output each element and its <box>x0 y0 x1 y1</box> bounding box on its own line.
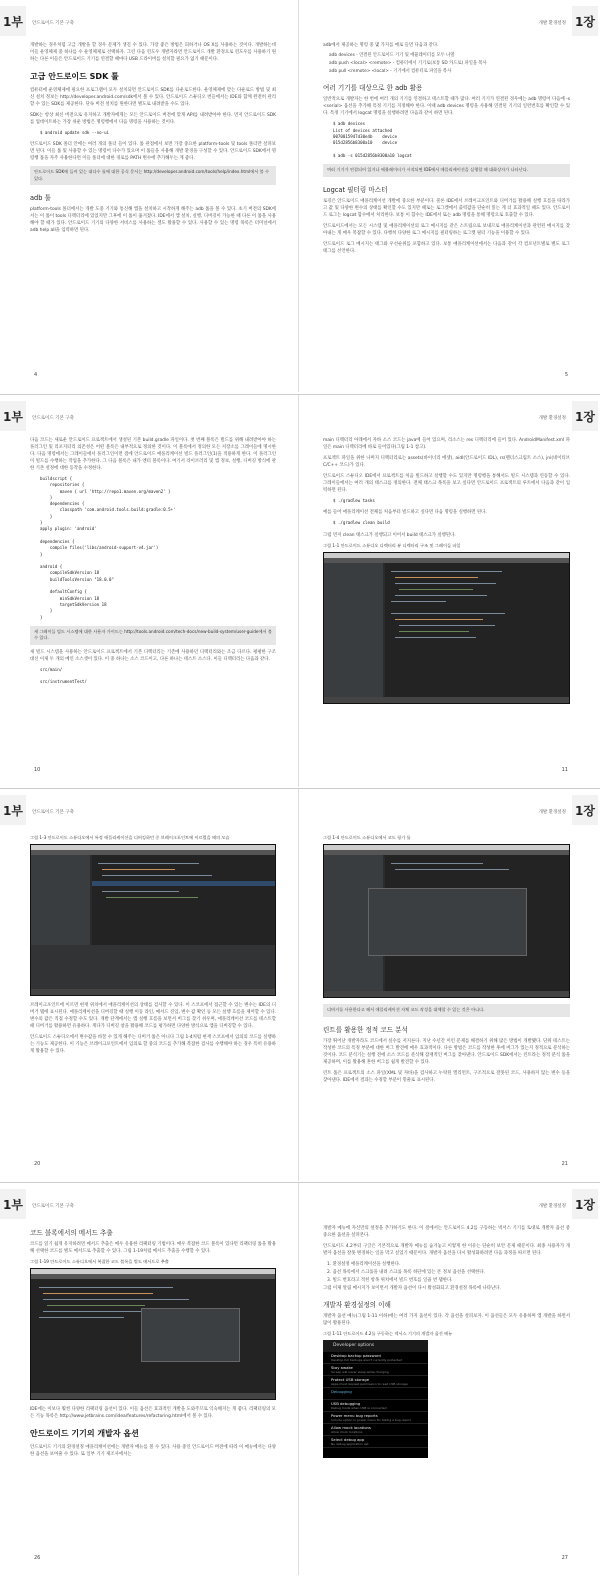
running-head: 안드로이드 기본 구축 <box>32 21 74 26</box>
running-head: 안드로이드 기본 구축 <box>32 416 74 421</box>
figure-caption: 그림 1-4 안드로이드 스튜디오에서 코드 평가 툴 <box>323 835 411 840</box>
page-4 <box>0 0 299 392</box>
figure-caption: 그림 1-1 안드로이드 스튜디오 디렉터리 뷰 디렉터리 구조 및 그레이들 파일 <box>323 542 461 548</box>
paragraph: 컴퓨터에 운영체제에 필요한 프로그램이 모두 설치되면 안드로이드 SDK를 다운로드한다. 운영체제에 맞는 다운로드 방법 및 최신 설치 정보는 http://developer.android.com/sdk에서 볼 수 있다. 안드로이드 스튜디오 번들에서는 IDE와 함께 완전히 관리할 수 있는 SDK를 제공한다. 단독 버전 설치를 원한다면 별도로 내려받을 수도 있다. <box>30 88 276 107</box>
phone-title: Developer options <box>323 1340 428 1352</box>
paragraph: SDK는 항상 최신 버전으로 유지하고 개발자에게는 모든 안드로이드 버전에 맞게 API를 내려받아야 한다. 먼저 안드로이드 SDK를 업데이트하는 가장 쉬운 방법은 명령행에서 다음 명령을 사용하는 것이다. <box>30 113 276 125</box>
spread-pages-20-21 <box>0 788 600 1181</box>
paragraph: 린트 툴은 프로젝트의 소스 파일(XML 및 자바)을 검사하고 누락된 엘리먼트, 구조적으로 잘못된 코드, 사용하지 않는 변수 등을 찾아낸다. IDE에서 결과는 수정할 부분이 밑줄로 표시된다. <box>323 1070 570 1083</box>
chapter-tab: 1장 <box>572 401 598 431</box>
phone-option-row: Allow mock locations Allow mock locations <box>323 1424 428 1436</box>
part-tab: 1부 <box>0 1189 26 1219</box>
paragraph: 개발자 메뉴에 자신만의 설정을 추가하기도 한다. 이 절에서는 안드로이드 4.2를 구동하는 넥서스 기기를 토대로 개발자 옵션 중 중요한 옵션을 살펴본다. <box>323 1226 570 1238</box>
paragraph: 안드로이드 기기의 환경설정 애플리케이션에는 개발자 메뉴를 볼 수 있다. 사용 중인 안드로이드 버전에 따라 이 메뉴에서는 다양한 옵션을 보여줄 수 있다. 또 일부 기기 제조사에서는 <box>30 1445 276 1457</box>
paragraph: 안드로이드에서는 모든 시스템 및 애플리케이션의 로그 메시지를 같은 스트림으로 보내므로 애플리케이션과 관련된 메시지를 찾아내는 게 매우 복잡할 수 있다. 다행히 다양한 로그 메시지를 필터링하는 로그캣 필터 기능을 이용할 수 있다. <box>323 223 570 236</box>
page-number: 4 <box>34 372 38 378</box>
code-block: buildscript { repositories { maven { url 'http://repo1.maven.org/maven2' } } dependencies { classpath 'com.android.tools.build:gradle:0.5+' } } apply plugin: 'android' dependencies { compile files('libs/android-support-v4.jar') } android { compileSdkVersion 18 buildToolsVersion "18.0.0" defaultConfig { minSdkVersion 18 targetSdkVersion 18 } } <box>40 476 176 620</box>
code-block: src/main/ src/instrumentTest/ <box>40 666 87 685</box>
phone-option-row: Desktop backup password Desktop full backups aren't currently protected <box>323 1352 428 1364</box>
subsection-heading: 린트를 활용한 정적 코드 분석 <box>323 1025 408 1034</box>
page-number: 11 <box>561 767 568 773</box>
paragraph: 안드로이드 로그 메시지는 태그와 우선순위를 포함하고 있다. 보통 애플리케이션에서는 다음과 같이 각 컴포넌트별로 별도 로그 태그를 선언한다. <box>323 241 570 254</box>
page-26 <box>0 1183 299 1575</box>
page-number: 5 <box>564 372 568 378</box>
paragraph: 일반적으로 개발자는 한 번에 여러 개의 기기를 연결하고 테스트할 때가 많다. 여러 기기가 연결된 경우에는 adb 명령어 다음에 -s <serial> 옵션을 추가해 특정 기기를 지정해야 한다. 이때 adb devices 명령을 사용해 연결된 기기의 일련번호를 확인할 수 있다. 특정 기기에서 logcat 명령을 실행하려면 다음과 같이 하면 된다. <box>323 97 570 117</box>
code-block: $ android update sdk --no-ui <box>40 130 110 135</box>
paragraph: adb에서 제공하는 명령 중 몇 가지를 예로 들면 다음과 같다. <box>323 43 439 48</box>
page-number: 20 <box>34 1161 41 1167</box>
paragraph: 프로젝트 파일을 위한 나머지 디렉터리로는 assets(바이너리 에셋), aidl(안드로이드 IDL), rs(렌더스크립트 소스), jni(네이티브 C/C++ 코드)가 있다. <box>323 456 570 468</box>
figure-caption: 그림 1-19 안드로이드 스튜디오에서 복잡한 코드 블록을 별도 메서드로 추출 <box>30 1259 169 1264</box>
paragraph: 로깅은 안드로이드 애플리케이션 개발에 중요한 부분이다. 물론 IDE에서 브레이크포인트와 디버거를 활용해 실행 흐름을 따라가고 값 및 다양한 변수의 상태를 확인할 수도 있지만 때로는 로그캣에서 출력값을 단순히 읽는 게 더 효과적일 때도 있다. 안드로이드 로그는 logcat 함수에서 처리한다. 보통 이 함수는 IDE에서 또는 adb 명령을 통해 명령으로 호출할 수 있다. <box>323 198 570 218</box>
paragraph: 그럼 먼저 clean 태스크가 실행되고 이어서 build 태스크가 실행된다. <box>323 532 456 538</box>
paragraph: 그럼 이제 알림 메시지가 보이면서 개발자 옵션이 다시 활성화되고 환경설정 목록에 나타난다. <box>323 1286 501 1291</box>
paragraph: 새 빌드 시스템을 사용하는 안드로이드 프로젝트에서 기본 디렉터리는 기존에 사용하던 디렉터리와는 조금 다르다. 평평한 구조 대신 이제 두 개의 메인 소스셋이 있다. 이 중 하나는 소스 코드이고, 다른 하나는 테스트 소스다. 이들 디렉터리는 다음과 같다. <box>30 649 276 662</box>
phone-option-row: Protect USB storage Apps must request permission to read USB storage <box>323 1376 428 1388</box>
section-heading: 고급 안드로이드 SDK 툴 <box>30 72 119 81</box>
phone-option-row: Stay awake Screen will never sleep while charging <box>323 1364 428 1376</box>
phone-screenshot <box>323 1340 428 1458</box>
paragraph: platform-tools 폴더에서는 개발 도중 기기와 통신해 앱을 설치하고 시작하게 해주는 adb 툴을 볼 수 있다. 초기 버전의 SDK에서는 이 툴이 tools 디렉터리에 있었지만 그후에 이 툴이 옮겨졌다. IDE에서 앱 설치, 실행, 디버깅이 가능한 때 다른 이 툴을 사용해야 할 때가 있다. 안드로이드 기기의 다양한 서비스를 사용하는 셸도 활용할 수 있다. 사용할 수 있는 명령 목록은 터미널에서 adb help all을 입력하면 된다. <box>30 207 276 234</box>
paragraph: 다음 코드는 새로운 안드로이드 프로젝트에서 생성된 기본 build.gradle 파일이다. 첫 번째 블록은 빌드를 위해 내려받아야 하는 플러그인 및 리포지터리 의존성은 어떤 블록은 내부적으로 정의한 것이다. 이 블록에서 정의한 모든 저장소를 그레이들에 명시한다. 다음 명령에서는 그레이들에서 플러그인이면 점에 안드로이드 애플리케이션 빌드 플러그인(1)을 적용하게 한다. 이 플러그인이 빌드를 수행하는 작업을 추가한다. 그 다음 블록은 내가 엔터 블록이다. 여기서 라이브러리 및 앱 정보, 실행, 디버깅 방식에 관한 기본 설정에 대한 동작을 수정한다. <box>30 438 276 471</box>
page-11 <box>299 395 598 787</box>
bullet-item: adb push <local> <remote> - 컴퓨터에서 기기로(보통 SD 카드로) 파일을 복사 <box>329 60 487 66</box>
paragraph: 안드로이드 스튜디오에서 변수값을 바꿀 수 있게 해주는 디버거 툴은 아니다 그림 1-4처럼 현재 스코프에서 임의의 코드를 실행하는 기능도 제공한다. 이 기능은 브레이크포인트에서 임의로 할 중의 코드를 추가해 복잡한 검사를 수행해야 하는 경우 특히 유용하게 활용할 수 있다. <box>30 1035 276 1054</box>
page-number: 21 <box>561 1161 568 1167</box>
phone-option-row: Power menu bug reports Include option in power menu for taking a bug report <box>323 1412 428 1424</box>
page-number: 26 <box>34 1555 41 1561</box>
running-head: 개발 환경설정 <box>538 810 566 815</box>
page-21 <box>299 789 598 1181</box>
note-box: 디버거를 사용한다고 해서 애플리케이션 자체 코드 작성을 대체할 수 있는 것은 아니다. <box>323 1004 570 1017</box>
paragraph: 코드를 읽기 쉽게 유지하려면 메서드 추출은 매우 유용한 리팩터링 기법이다. 매우 복잡한 코드 블록이 있다면 리팩터링 툴을 활용해 선택한 코드를 별도 메서드로 추출할 수 있다. 그림 1-19처럼 메서드 추출을 수행할 수 있다. <box>30 1242 276 1254</box>
page-27 <box>299 1183 598 1575</box>
page-20 <box>0 789 299 1181</box>
paragraph: 예를 들어 애플리케이션 전체를 처음부터 빌드하고 싶다면 다음 명령을 실행하면 된다. <box>323 510 487 516</box>
running-head: 개발 환경설정 <box>538 1204 566 1209</box>
paragraph: 안드로이드 4.2부터 구글은 기본적으로 개발자 메뉴를 숨겨놓고 이렇게 한 이유는 단순히 보안 문제 때문이다. 최종 사용자가 개발자 옵션을 잘못 변경하는 일을 막고 싶었기 때문이다. 개발자 옵션을 다시 활성화하려면 다음 과정을 따르면 된다. <box>323 1244 570 1256</box>
paragraph: 가장 뛰어난 개발자라도 코드에서 실수를 저지른다. 지난 수년간 이런 문제를 해결하기 위해 많은 방법이 개발됐다. 단위 테스트는 작성한 코드의 특정 부분에 대한 버그 발견에 매우 효과적이다. 다른 방법은 코드를 작성한 후에 버그가 있는지 정적으로 분석하는 것이다. 코드 분석기는 실행 전에 소스 코드를 분석해 잠재적인 버그를 찾아낸다. 안드로이드 SDK에서는 린트라는 정적 분석 툴을 제공하며, 이를 활용해 흔한 버그를 쉽게 발견할 수 있다. <box>323 1038 570 1065</box>
paragraph: 안드로이드 스튜디오 IDE에서 프로젝트를 처음 빌드하고 실행할 수도 있지만 명령행을 통해서도 빌드 시스템과 연동할 수 있다. 그레이들에서는 여러 개의 태스크를 정의한다. 전체 태스크 목록을 보고 싶다면 안드로이드 프로젝트의 루트에서 다음과 같이 입력하면 된다. <box>323 474 570 493</box>
numbered-step: 1. 환경설정 애플리케이션을 실행한다. <box>327 1262 401 1267</box>
phone-option-row: USB debugging Debug mode when USB is connected <box>323 1400 428 1412</box>
numbered-step: 2. 옵션 목록에서 스크롤을 내려 스크롤 목록 하단에 있는 폰 정보 옵션을 선택한다. <box>327 1270 486 1275</box>
paragraph: main 디렉터리 아래에서 자바 소스 코드는 java에 들어 있으며, 리소스는 res 디렉터리에 들어 있다. AndroidManifest.xml 파일은 main 디렉터리에 바로 들어있다(그림 1-1 참고). <box>323 438 570 450</box>
phone-option-row: Select debug app No debug application set <box>323 1436 428 1448</box>
part-tab: 1부 <box>0 795 26 825</box>
figure-caption: 그림 1-11 안드로이드 4.2를 구동하는 넥서스 기기의 개발자 옵션 메뉴 <box>323 1331 453 1336</box>
refactor-screenshot <box>30 1268 276 1400</box>
chapter-tab: 1장 <box>572 6 598 36</box>
debugger-screenshot <box>30 844 276 996</box>
subsection-heading: 개발자 환경설정의 이해 <box>323 1301 391 1309</box>
note-box: 안드로이드 SDK에 들어 있는 대다수 툴에 대한 공식 문서는 http://developer.android.com/tools/help/index.html에서 볼 수 있다. <box>30 166 276 185</box>
ide-screenshot <box>323 552 570 704</box>
code-block: $ ./gradlew tasks <box>333 498 375 503</box>
bullet-item: adb pull <remote> <local> - 기기에서 컴퓨터로 파일을 복사 <box>329 68 452 74</box>
page-number: 27 <box>561 1555 568 1561</box>
paragraph: 브레이크포인트에 이르면 현재 위치에서 애플리케이션의 상태를 검사할 수 있다. 이 스코프에서 접근할 수 있는 변수는 IDE의 디버거 탭에 표시된다. 애플리케이션을 디버깅할 때 실행 이동 라인, 메서드 진입, 변수 값 확인 등 모든 실행 흐름을 제어할 수 있다. 변수의 값은 직접 수정할 수도 있다. 개발 단계에서는 앱 실행 흐름을 보면서 버그를 찾기 쉬우며, 애플리케이션 코드를 테스트할 때 디버거를 활용하면 유용하다. 게다가 디버깅 창을 활용해 코드를 평가하면 다양한 방식으로 앱을 디버깅할 수 있다. <box>30 1003 276 1029</box>
running-head: 안드로이드 기본 구축 <box>32 810 74 815</box>
code-block: $ adb devices List of devices attached 0070015947d30e4b device 015d2856b8300a10 device $ adb -s 015d2856b8300a10 logcat <box>333 121 412 158</box>
subsection-heading: 여러 기기를 대상으로 한 adb 활용 <box>323 84 423 93</box>
section-heading: 안드로이드 기기의 개발자 옵션 <box>30 1429 139 1438</box>
part-tab: 1부 <box>0 6 26 36</box>
paragraph: 개발하는 경우처럼 고급 개발을 할 경우 문제가 생길 수 있다. 가장 좋은 방법은 피하거나 OS X를 사용하는 것이다. 개발하는데 이들 운영체제 중 하나를 수 운영체제로 선택하자. 그런 다음 윈도우 개발자라면 안드로이드 개발 환경으로 윈도우를 사용하기 원하는 다른 이들은 안드로이드 기기를 연결할 때마다 USB 드라이버를 설치할 필요가 없기 때문이다. <box>30 43 276 62</box>
spread-pages-10-11 <box>0 394 600 787</box>
code-block: $ ./gradlew clean build <box>333 520 390 526</box>
figure-caption: 그림 1-3 안드로이드 스튜디오에서 특정 애플리케이션을 디버깅하던 중 브레이크포인트에 이르렀을 때의 모습 <box>30 835 230 840</box>
subsection-heading: adb 툴 <box>30 194 51 203</box>
spread-pages-4-5 <box>0 0 600 392</box>
running-head: 개발 환경설정 <box>538 416 566 421</box>
running-head: 안드로이드 기본 구축 <box>32 1204 74 1209</box>
subsection-heading: 코드 블록에서의 메서드 추출 <box>30 1229 113 1237</box>
phone-section-header: Debugging <box>323 1388 428 1400</box>
running-head: 개발 환경설정 <box>538 21 566 26</box>
part-tab: 1부 <box>0 401 26 431</box>
paragraph: IDE에는 이보다 훨씬 다양한 리팩터링 옵션이 있다. 이들 옵션은 효과적인 개발을 도와주므로 익숙해지는 게 좋다. 리팩터링의 모든 기능 목록은 http://www.jetbrains.com/idea/features/refactoring.html에서 볼 수 있다. <box>30 1407 276 1419</box>
spread-pages-26-27 <box>0 1182 600 1575</box>
page-10 <box>0 395 299 787</box>
bullet-item: adb devices - 연결된 안드로이드 기기 및 에뮬레이터를 모두 나열 <box>329 53 455 58</box>
note-box: 여러 기기가 연결되어 있거나 에뮬레이터가 시작되면 IDE에서 애플리케이션을 실행할 때 대화상자가 나타난다. <box>323 164 570 177</box>
chapter-tab: 1장 <box>572 795 598 825</box>
note-box: 새 그레이들 빌드 시스템에 대한 사용자 가이드는 http://tools.android.com/tech-docs/new-build-system/user-guide에서 볼 수 있다. <box>30 626 276 645</box>
chapter-tab: 1장 <box>572 1189 598 1219</box>
paragraph: 개발자 옵션 메뉴(그림 1-11 이하)에는 여러 가지 옵션이 있다. 각 옵션을 살펴보자. 이 옵션들은 모두 유용하며 앱 개발을 하면서 많이 활용된다. <box>323 1314 570 1326</box>
subsection-heading: Logcat 필터링 마스터 <box>323 185 388 194</box>
evaluate-dialog-screenshot <box>323 844 570 998</box>
page-number: 10 <box>34 767 41 773</box>
paragraph: 안드로이드 SDK 폴더 안에는 여러 개의 폴더 들이 있다. 툴 관점에서 보면 가장 중요한 platform-tools 및 tools 폴더만 살펴보면 된다. 이들 툴 및 사용할 수 있는 명령어 다수가 있으며 이 툴들을 사용해 개발 환경을 구성할 수 있다. 안드로이드 SDK에서 명령행 툴을 자주 사용한다면 이들 폴더에 대한 경로를 PATH 변수에 추가해두는 게 좋다. <box>30 142 276 162</box>
numbered-step: 3. 빌드 번호라고 적힌 항목 위치에서 빌드 번호를 일곱 번 탭한다. <box>327 1278 453 1283</box>
page-5 <box>299 0 598 392</box>
